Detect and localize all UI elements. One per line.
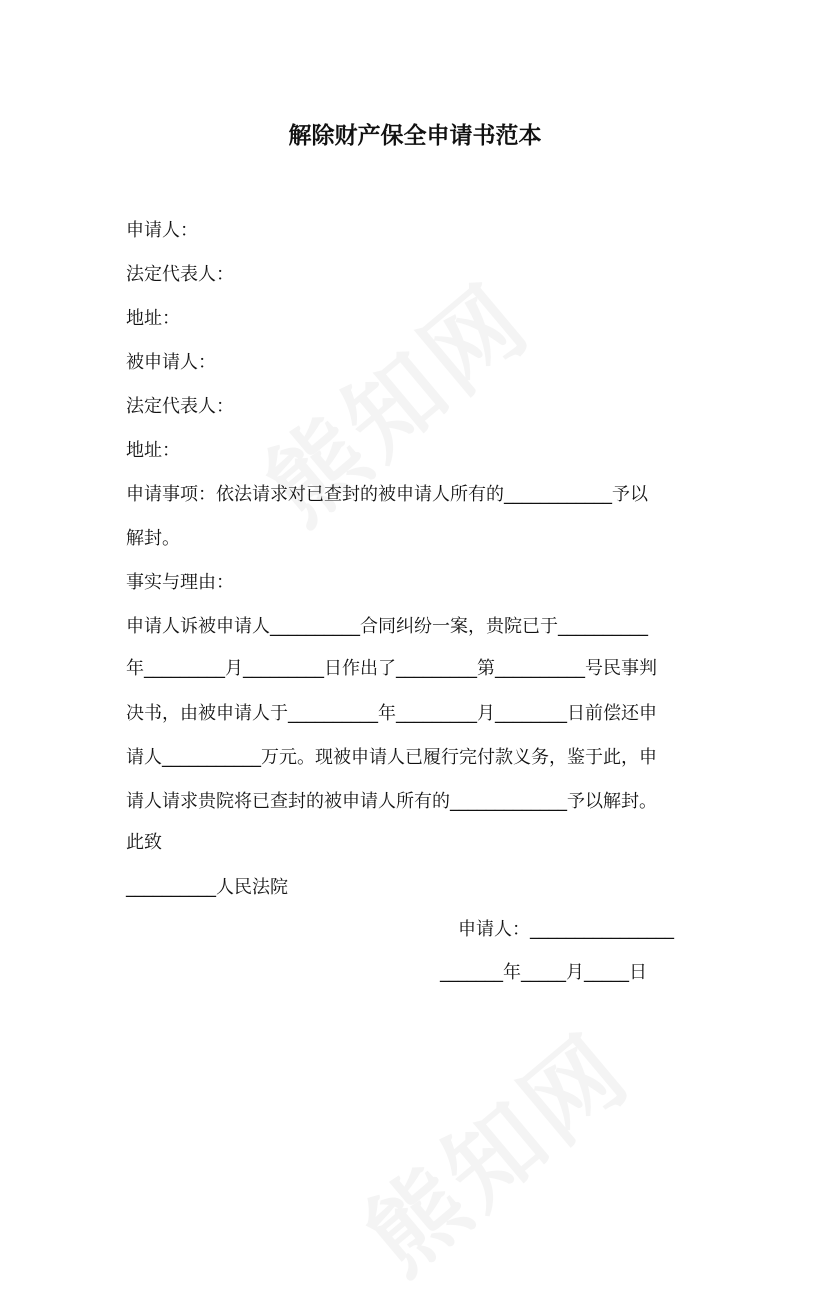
facts-line-4: 请人___________万元。现被申请人已履行完付款义务，鉴于此，申: [126, 747, 657, 768]
respondent-address-line: 地址：: [126, 440, 180, 461]
facts-line-1: 申请人诉被申请人__________合同纠纷一案，贵院已于__________: [126, 616, 648, 637]
legal-rep-line: 法定代表人：: [126, 264, 234, 285]
facts-line-2: 年_________月_________日作出了_________第__________号民事判: [126, 658, 657, 679]
signature-applicant: 申请人：________________: [458, 919, 674, 940]
facts-heading: 事实与理由：: [126, 572, 234, 593]
watermark-bottom: [332, 998, 654, 1299]
respondent-line: 被申请人：: [126, 352, 216, 373]
facts-line-3: 决书，由被申请人于__________年_________月________日前偿还申: [126, 703, 657, 724]
document-title: 解除财产保全申请书范本: [288, 123, 542, 149]
applicant-line: 申请人：: [126, 220, 198, 241]
request-line: 申请事项：依法请求对已查封的被申请人所有的____________予以: [126, 484, 648, 505]
address-line: 地址：: [126, 308, 180, 329]
respondent-legal-rep-line: 法定代表人：: [126, 396, 234, 417]
request-line-cont: 解封。: [126, 528, 180, 549]
signature-date: _______年_____月_____日: [440, 962, 647, 983]
facts-line-5: 请人请求贵院将已查封的被申请人所有的_____________予以解封。: [126, 791, 657, 812]
court-line: __________人民法院: [126, 877, 288, 898]
salutation-line: 此致: [126, 832, 162, 853]
